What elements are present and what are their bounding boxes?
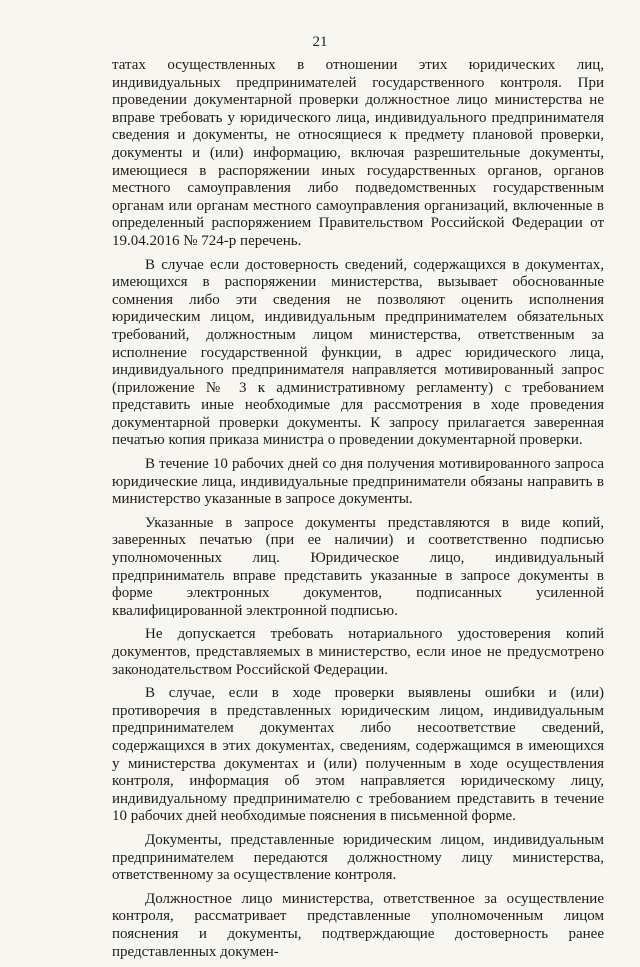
- paragraph: Должностное лицо министерства, ответственное за осуществление контроля, рассматривает представленные уполномоченным лицом пояснения и документы, подтверждающие достоверность ранее представленных докумен-: [112, 890, 604, 960]
- paragraph: Документы, представленные юридическим лицом, индивидуальным предпринимателем передаются должностному лицу министерства, ответственному за осуществление контроля.: [112, 831, 604, 884]
- paragraph: Не допускается требовать нотариального удостоверения копий документов, представляемых в министерство, если иное не предусмотрено законодательством Российской Федерации.: [112, 626, 604, 678]
- paragraph: В случае, если в ходе проверки выявлены ошибки и (или) противоречия в представленных юридическим лицом, индивидуальным предпринимателем документах либо несоответствие сведений, содержащихся в этих документах, сведениям, содержащимся в имеющихся у министерства документах и (или) полученным в ходе осуществления контроля, информация об этом направляется юридическому лицу, индивидуальному предпринимателю с требованием представить в течение 10 рабочих дней необходимые пояснения в письменной форме.: [112, 685, 604, 825]
- document-body: [112, 57, 604, 967]
- paragraph: В случае если достоверность сведений, содержащихся в документах, имеющихся в распоряжении министерства, вызывает обоснованные сомнения либо эти сведения не позволяют оценить исполнения юридическим лицом, индивидуальным предпринимателем обязательных требований, должностным лицом министерства, ответственным за исполнение государственной функции, в адрес юридического лица, индивидуального предпринимателя направляется мотивированный запрос (приложение № 3 к административному регламенту) с требованием представить иные необходимые для рассмотрения в ходе проведения документарной проверки документы. К запросу прилагается заверенная печатью копия приказа министра о проведении документарной проверки.: [112, 256, 604, 449]
- page-number: 21: [312, 34, 328, 50]
- paragraph: Указанные в запросе документы представляются в виде копий, заверенных печатью (при ее наличии) и соответственно подписью уполномоченных лиц. Юридическое лицо, индивидуальный предприниматель вправе представить указанные в запросе документы в форме электронных документов, подписанных усиленной квалифицированной электронной подписью.: [112, 514, 604, 619]
- paragraph: В течение 10 рабочих дней со дня получения мотивированного запроса юридические лица, индивидуальные предприниматели обязаны направить в министерство указанные в запросе документы.: [112, 456, 604, 508]
- paragraph-continuation: татах осуществленных в отношении этих юридических лиц, индивидуальных предпринимателей государственного контроля. При проведении документарной проверки должностное лицо министерства не вправе требовать у юридического лица, индивидуального предпринимателя сведения и документы, не относящиеся к предмету плановой проверки, документы и (или) информацию, включая разрешительные документы, имеющиеся в распоряжении иных государственных органов, органов местного самоуправления либо подведомственных государственным органам или органам местного самоуправления организаций, включенные в определенный распоряжением Правительством Российской Федерации от 19.04.2016 № 724-р перечень.: [112, 57, 604, 249]
